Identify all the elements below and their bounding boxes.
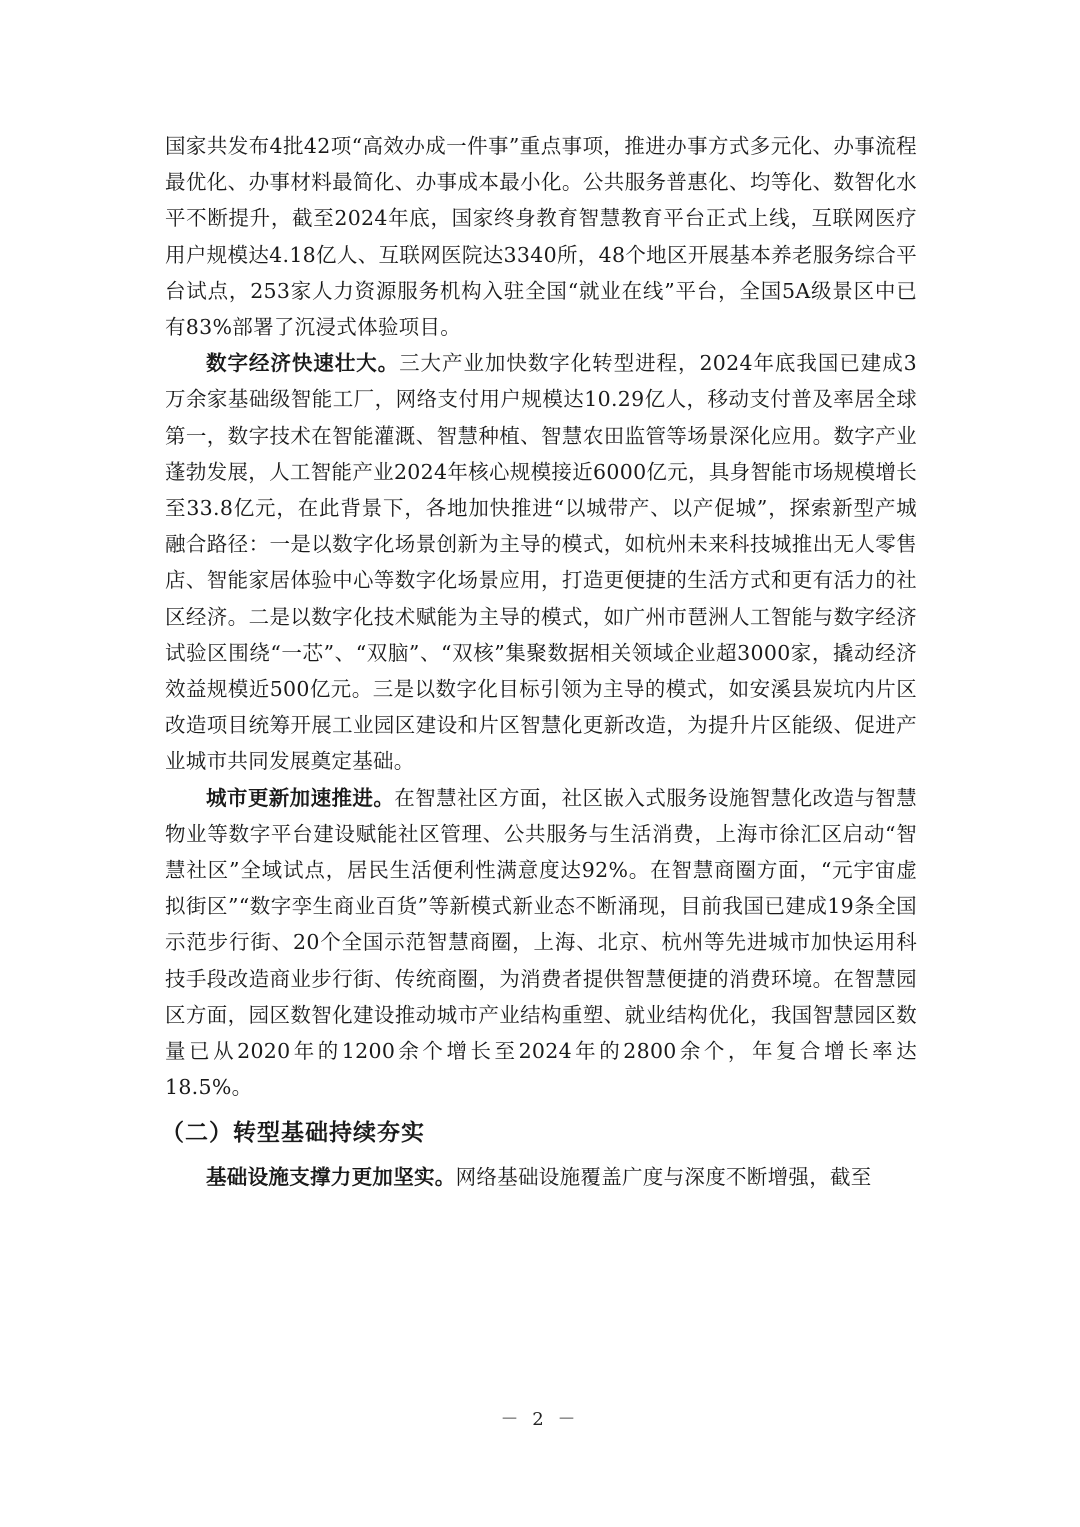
paragraph-lead: 数字经济快速壮大。 [206,351,400,376]
paragraph-lead: 城市更新加速推进。 [206,785,395,810]
paragraph-lead: 基础设施支撑力更加坚实。 [206,1165,456,1190]
section-heading: （二）转型基础持续夯实 [161,1119,425,1147]
page-number: － 2 － [500,1409,580,1430]
document-page [161,128,918,1196]
paragraph-public-services [165,128,917,345]
paragraph-text: 在智慧社区方面，社区嵌入式服务设施智慧化改造与智慧物业等数字平台建设赋能社区管理、公共服务与生活消费，上海市徐汇区启动“智慧社区”全域试点，居民生活便利性满意度达92%。在智慧商圈方面，“元宇宙虚拟街区”“数字孪生商业百货”等新模式新业态不断涌现，目前我国已建成19条全国示范步行街、20个全国示范智慧商圈，上海、北京、杭州等先进城市加快运用科技手段改造商业步行街、传统商圈，为消费者提供智慧便捷的消费环境。在智慧园区方面，园区数智化建设推动城市产业结构重塑、就业结构优化，我国智慧园区数量已从2020年的1200余个增长至2024年的2800余个，年复合增长率达18.5%。 [165,785,918,1100]
paragraph-infrastructure [165,1159,917,1195]
paragraph-text: 三大产业加快数字化转型进程，2024年底我国已建成3万余家基础级智能工厂，网络支付用户规模达10.29亿人，移动支付普及率居全球第一，数字技术在智能灌溉、智慧种植、智慧农田监管等场景深化应用。数字产业蓬勃发展，人工智能产业2024年核心规模接近6000亿元，具身智能市场规模增长至33.8亿元，在此背景下，各地加快推进“以城带产、以产促城”，探索新型产城融合路径：一是以数字化场景创新为主导的模式，如杭州未来科技城推出无人零售店、智能家居体验中心等数字化场景应用，打造更便捷的生活方式和更有活力的社区经济。二是以数字化技术赋能为主导的模式，如广州市琶洲人工智能与数字经济试验区围绕“一芯”、“双脑”、“双核”集聚数据相关领域企业超3000家，撬动经济效益规模近500亿元。三是以数字化目标引领为主导的模式，如安溪县炭坑内片区改造项目统筹开展工业园区建设和片区智慧化更新改造，为提升片区能级、促进产业城市共同发展奠定基础。 [165,351,917,774]
paragraph-text: 国家共发布4批42项“高效办成一件事”重点事项，推进办事方式多元化、办事流程最优化、办事材料最简化、办事成本最小化。公共服务普惠化、均等化、数智化水平不断提升，截至2024年底，国家终身教育智慧教育平台正式上线，互联网医疗用户规模达4.18亿人、互联网医院达3340所，48个地区开展基本养老服务综合平台试点，253家人力资源服务机构入驻全国“就业在线”平台，全国5A级景区中已有83%部署了沉浸式体验项目。 [165,134,917,340]
paragraph-urban-renewal [165,780,917,1106]
paragraph-text: 网络基础设施覆盖广度与深度不断增强，截至 [455,1165,872,1190]
paragraph-digital-economy [165,345,917,779]
